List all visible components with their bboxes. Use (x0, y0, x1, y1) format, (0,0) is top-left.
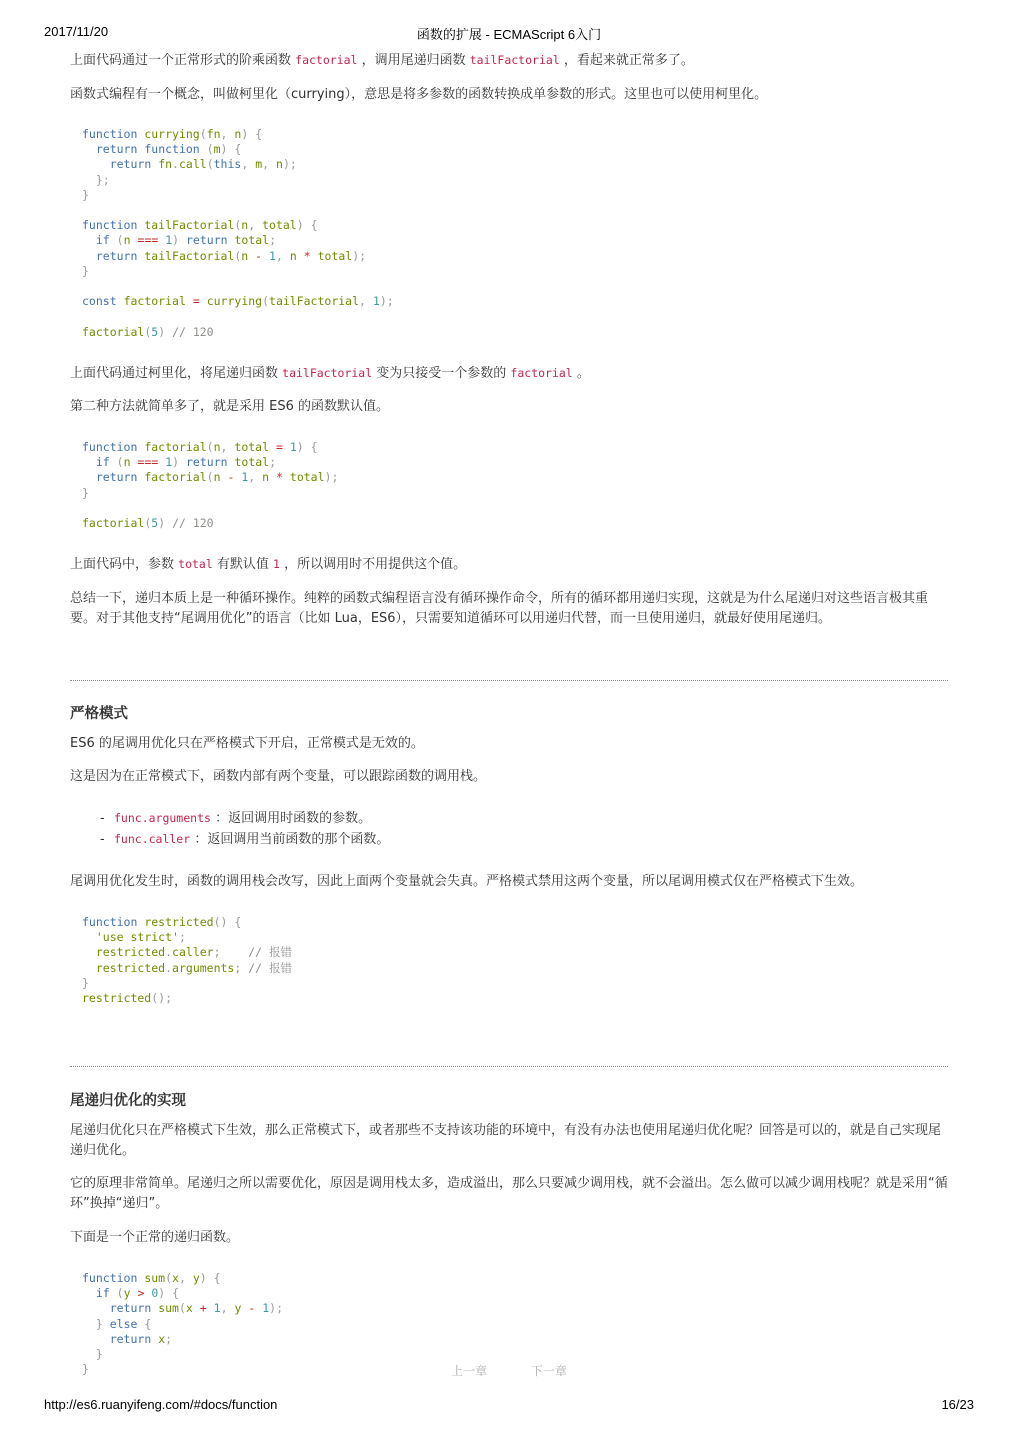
paragraph: 上面代码通过柯里化，将尾递归函数 tailFactorial 变为只接受一个参数的 factorial 。 (70, 366, 590, 381)
paragraph: 尾调用优化发生时，函数的调用栈会改写，因此上面两个变量就会失真。严格模式禁用这两个变量，所以尾调用模式仅在严格模式下生效。 (70, 874, 864, 889)
inline-code: func.caller (114, 832, 191, 846)
section-heading-strict-mode: 严格模式 (70, 706, 128, 722)
paragraph: 上面代码中，参数 total 有默认值 1 ，所以调用时不用提供这个值。 (70, 557, 467, 572)
prev-chapter-link[interactable]: 上一章 (451, 1364, 488, 1378)
print-header (44, 24, 974, 42)
paragraph: 它的原理非常简单。尾递归之所以需要优化，原因是调用栈太多，造成溢出，那么只要减少调用栈，就不会溢出。怎么做可以减少调用栈呢？就是采用“循环”换掉“递归”。 (70, 1176, 948, 1211)
inline-code: func.arguments (114, 811, 211, 825)
inline-code: tailFactorial (282, 366, 373, 380)
inline-code: total (178, 557, 213, 571)
print-page-title: 函数的扩展 - ECMAScript 6入门 (416, 27, 602, 42)
section-divider (70, 1066, 948, 1067)
section-heading-tail-recursion-impl: 尾递归优化的实现 (70, 1093, 186, 1109)
paragraph: 上面代码通过一个正常形式的阶乘函数 factorial ，调用尾递归函数 tailFactorial ，看起来就正常多了。 (70, 53, 694, 68)
chapter-pager (0, 1362, 1018, 1379)
paragraph: 总结一下，递归本质上是一种循环操作。纯粹的函数式编程语言没有循环操作命令，所有的循环都用递归实现，这就是为什么尾递归对这些语言极其重要。对于其他支持“尾调用优化”的语言（比如 Lua，ES6），只需要知道循环可以用递归代替，而一旦使用递归，就最好使用尾递归。 (70, 591, 929, 626)
inline-code: tailFactorial (469, 53, 560, 67)
page-url: http://es6.ruanyifeng.com/#docs/function (44, 1397, 278, 1412)
inline-code: 1 (273, 557, 280, 571)
inline-code: factorial (295, 53, 358, 67)
code-block-default-param: function factorial(n, total = 1) { if (n === 1) return total; return factorial(n - 1, n * total); } factorial(5) // 120 (82, 440, 339, 531)
paragraph: 这是因为在正常模式下，函数内部有两个变量，可以跟踪函数的调用栈。 (70, 769, 487, 784)
code-block-restricted: function restricted() { 'use strict'; restricted.caller; // 报错 restricted.arguments; // 报错 } restricted(); (82, 915, 293, 1006)
code-block-currying: function currying(fn, n) { return function (m) { return fn.call(this, m, n); }; } function tailFactorial(n, total) { if (n === 1) return total; return tailFactorial(n - 1, n * total); } const factorial = currying(tailFactorial, 1); factorial(5) // 120 (82, 127, 394, 339)
paragraph: 函数式编程有一个概念，叫做柯里化（currying），意思是将多参数的函数转换成单参数的形式。这里也可以使用柯里化。 (70, 87, 768, 102)
inline-code: factorial (510, 366, 573, 380)
next-chapter-link[interactable]: 下一章 (530, 1364, 567, 1378)
code-block-sum: function sum(x, y) { if (y > 0) { return sum(x + 1, y - 1); } else { return x; } } (82, 1271, 284, 1377)
list-item: - func.caller ：返回调用当前函数的那个函数。 (100, 832, 390, 847)
print-footer (44, 1397, 974, 1415)
print-date: 2017/11/20 (44, 24, 109, 39)
paragraph: 第二种方法就简单多了，就是采用 ES6 的函数默认值。 (70, 399, 390, 414)
variable-list (70, 808, 948, 850)
paragraph: ES6 的尾调用优化只在严格模式下开启，正常模式是无效的。 (70, 736, 424, 751)
page-number: 16/23 (941, 1397, 974, 1412)
section-divider (70, 680, 948, 681)
list-item: - func.arguments ：返回调用时函数的参数。 (100, 811, 372, 826)
paragraph: 尾递归优化只在严格模式下生效，那么正常模式下，或者那些不支持该功能的环境中，有没有办法也使用尾递归优化呢？回答是可以的，就是自己实现尾递归优化。 (70, 1123, 942, 1158)
paragraph: 下面是一个正常的递归函数。 (70, 1230, 240, 1245)
